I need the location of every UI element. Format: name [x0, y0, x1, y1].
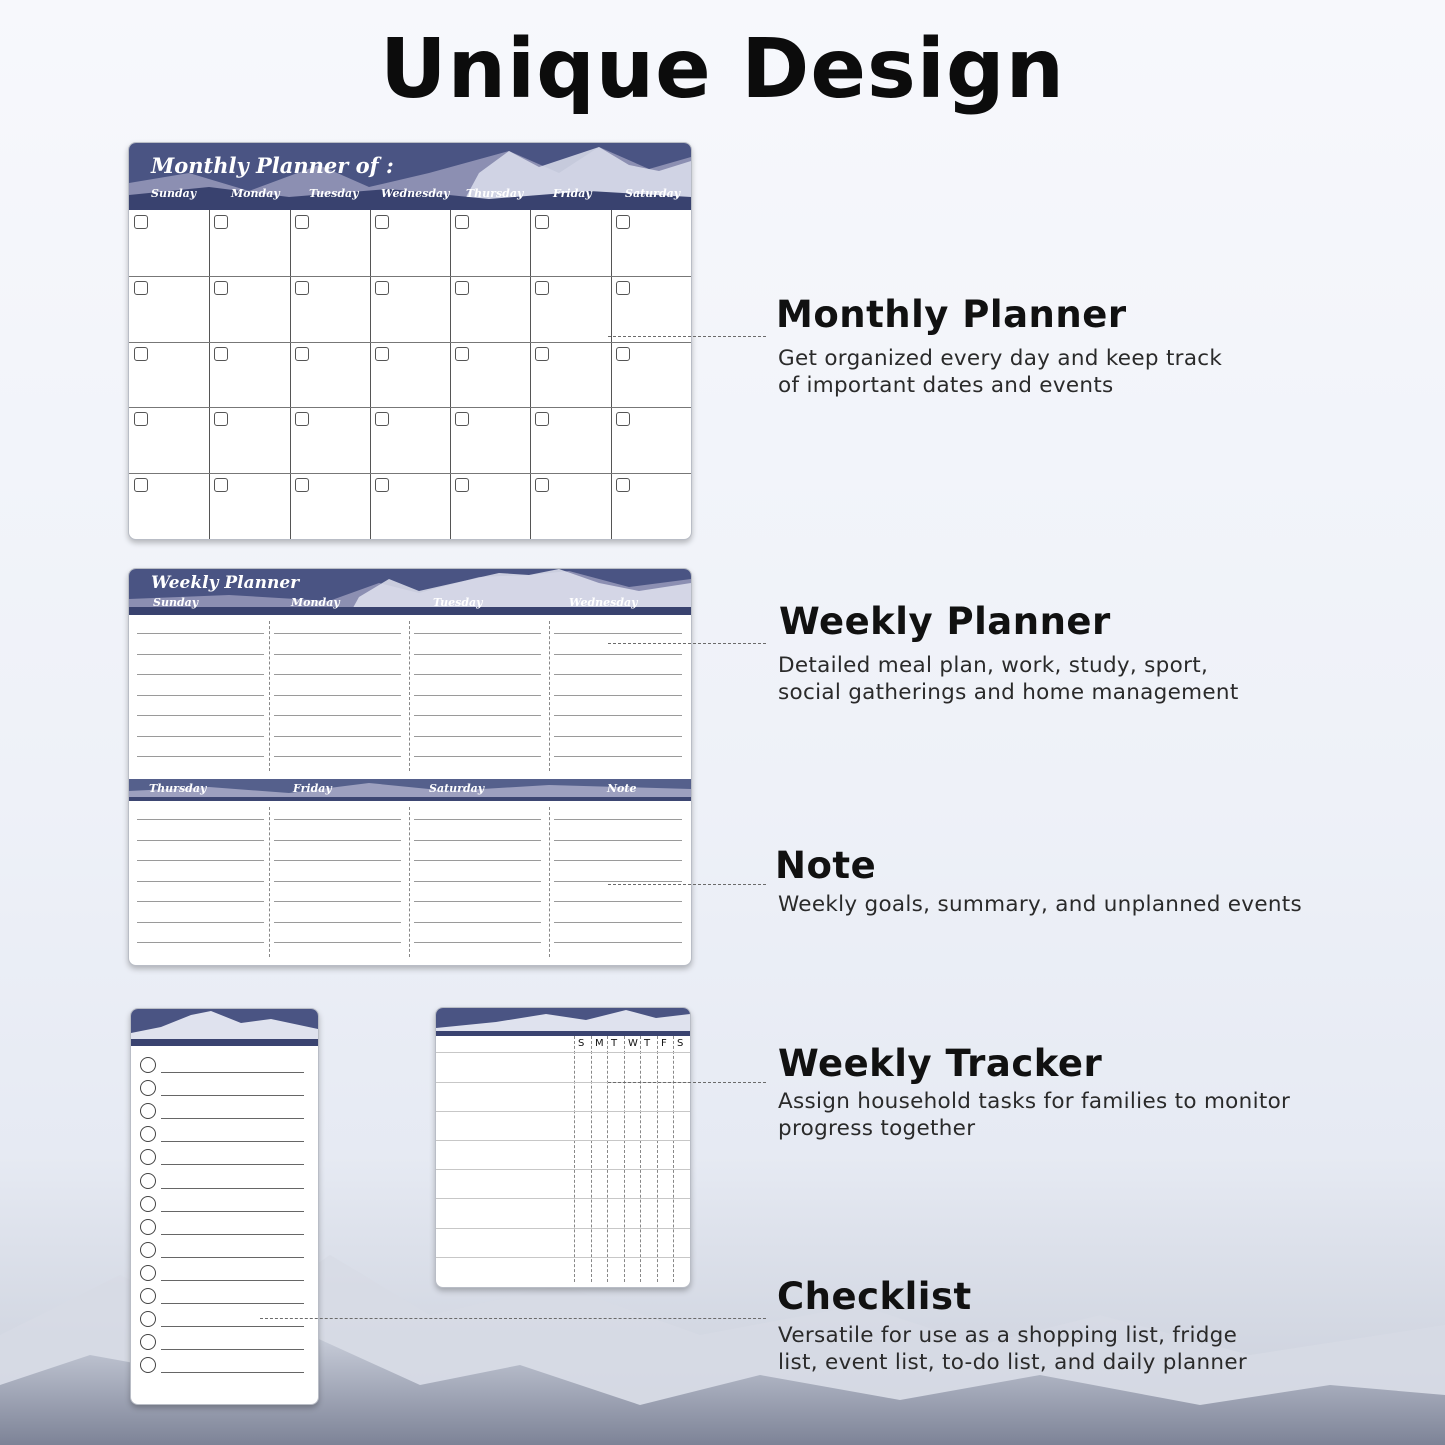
day-checkbox[interactable] [295, 478, 309, 492]
weekly-writing-line [274, 942, 401, 943]
day-checkbox[interactable] [455, 281, 469, 295]
day-checkbox[interactable] [375, 347, 389, 361]
checklist-line [161, 1118, 304, 1119]
checklist-checkbox[interactable] [140, 1288, 156, 1304]
day-checkbox[interactable] [535, 215, 549, 229]
day-checkbox[interactable] [295, 412, 309, 426]
feature-desc-monthly-2: of important dates and events [778, 373, 1114, 398]
week-day-saturday: Saturday [429, 782, 485, 795]
feature-desc-monthly-1: Get organized every day and keep track [778, 346, 1223, 371]
weekly-column-divider [409, 807, 410, 957]
grid-col-divider [611, 210, 612, 539]
grid-col-divider [530, 210, 531, 539]
tracker-column-divider [624, 1036, 625, 1282]
feature-desc-weekly-2: social gatherings and home management [778, 680, 1239, 705]
day-label-sunday: Sunday [151, 187, 197, 200]
week-day-friday: Friday [293, 782, 332, 795]
weekly-writing-line [554, 840, 682, 841]
weekly-writing-line [137, 901, 264, 902]
connector-weekly [608, 643, 766, 644]
weekly-writing-line [137, 695, 264, 696]
checklist-checkbox[interactable] [140, 1242, 156, 1258]
tracker-row-line [436, 1198, 690, 1199]
tracker-day-letter: T [611, 1038, 618, 1049]
day-checkbox[interactable] [455, 347, 469, 361]
day-checkbox[interactable] [214, 478, 228, 492]
weekly-column-divider [549, 621, 550, 771]
tracker-row-line [436, 1052, 690, 1053]
grid-row-divider [129, 276, 691, 277]
feature-title-note: Note [775, 844, 877, 887]
day-checkbox[interactable] [134, 347, 148, 361]
checklist-checkbox[interactable] [140, 1219, 156, 1235]
checklist-checkbox[interactable] [140, 1265, 156, 1281]
weekly-writing-line [414, 715, 541, 716]
week-day-sunday: Sunday [153, 596, 199, 609]
weekly-writing-line [137, 922, 264, 923]
checklist-rows [131, 1009, 318, 1404]
feature-desc-note-1: Weekly goals, summary, and unplanned events [778, 892, 1303, 917]
day-checkbox[interactable] [535, 281, 549, 295]
day-label-tuesday: Tuesday [309, 187, 359, 200]
feature-desc-weekly-1: Detailed meal plan, work, study, sport, [778, 653, 1209, 678]
feature-title-weekly: Weekly Planner [779, 600, 1111, 643]
day-checkbox[interactable] [535, 347, 549, 361]
feature-desc-checklist-2: list, event list, to-do list, and daily planner [778, 1350, 1248, 1375]
weekly-column-divider [409, 621, 410, 771]
connector-note [608, 884, 766, 885]
weekly-writing-line [274, 860, 401, 861]
weekly-writing-line [274, 633, 401, 634]
weekly-writing-line [414, 736, 541, 737]
day-checkbox[interactable] [295, 347, 309, 361]
weekly-writing-line [274, 840, 401, 841]
weekly-writing-line [137, 819, 264, 820]
monthly-planner-title: Monthly Planner of : [151, 153, 394, 178]
checklist-line [161, 1188, 304, 1189]
checklist-line [161, 1095, 304, 1096]
weekly-writing-line [414, 840, 541, 841]
feature-title-tracker: Weekly Tracker [778, 1042, 1103, 1085]
tracker-column-divider [574, 1036, 575, 1282]
day-checkbox[interactable] [455, 412, 469, 426]
tracker-day-letter: M [595, 1038, 604, 1049]
checklist-line [161, 1234, 304, 1235]
monthly-planner-board [128, 142, 692, 540]
day-checkbox[interactable] [616, 281, 630, 295]
tracker-column-divider [591, 1036, 592, 1282]
day-label-saturday: Saturday [625, 187, 681, 200]
tracker-column-divider [673, 1036, 674, 1282]
weekly-writing-line [137, 860, 264, 861]
grid-col-divider [209, 210, 210, 539]
connector-monthly [608, 336, 766, 337]
weekly-writing-line [274, 922, 401, 923]
day-checkbox[interactable] [616, 347, 630, 361]
checklist-line [161, 1326, 304, 1327]
feature-desc-tracker-2: progress together [778, 1116, 976, 1141]
checklist-line [161, 1141, 304, 1142]
monthly-planner-banner [129, 143, 691, 210]
feature-desc-checklist-1: Versatile for use as a shopping list, fridge [778, 1323, 1238, 1348]
weekly-writing-line [137, 674, 264, 675]
checklist-line [161, 1303, 304, 1304]
day-checkbox[interactable] [455, 215, 469, 229]
day-label-wednesday: Wednesday [381, 187, 450, 200]
weekly-writing-line [414, 756, 541, 757]
grid-row-divider [129, 473, 691, 474]
weekly-writing-line [554, 942, 682, 943]
grid-col-divider [450, 210, 451, 539]
weekly-writing-line [274, 715, 401, 716]
weekly-writing-line [554, 881, 682, 882]
weekly-writing-line [274, 901, 401, 902]
checklist-checkbox[interactable] [140, 1103, 156, 1119]
checklist-line [161, 1072, 304, 1073]
day-checkbox[interactable] [214, 215, 228, 229]
day-checkbox[interactable] [134, 281, 148, 295]
day-checkbox[interactable] [535, 478, 549, 492]
weekly-writing-line [554, 922, 682, 923]
weekly-writing-line [137, 840, 264, 841]
weekly-writing-line [554, 819, 682, 820]
tracker-day-letter: W [628, 1038, 638, 1049]
day-checkbox[interactable] [535, 412, 549, 426]
checklist-line [161, 1211, 304, 1212]
week-day-monday: Monday [291, 596, 340, 609]
weekly-writing-line [554, 736, 682, 737]
checklist-board [130, 1008, 319, 1405]
tracker-row-line [436, 1169, 690, 1170]
week-day-thursday: Thursday [149, 782, 207, 795]
day-checkbox[interactable] [134, 478, 148, 492]
day-label-thursday: Thursday [466, 187, 524, 200]
weekly-writing-line [137, 881, 264, 882]
connector-checklist [260, 1318, 766, 1319]
day-label-friday: Friday [553, 187, 592, 200]
monthly-grid [129, 210, 691, 539]
weekly-writing-line [414, 901, 541, 902]
tracker-row-line [436, 1228, 690, 1229]
weekly-writing-line [274, 736, 401, 737]
page-title: Unique Design [380, 22, 1065, 117]
week-day-wednesday: Wednesday [569, 596, 638, 609]
grid-col-divider [370, 210, 371, 539]
grid-row-divider [129, 342, 691, 343]
checklist-line [161, 1257, 304, 1258]
connector-tracker [608, 1082, 766, 1083]
day-checkbox[interactable] [214, 412, 228, 426]
tracker-column-divider [657, 1036, 658, 1282]
tracker-row-line [436, 1257, 690, 1258]
day-checkbox[interactable] [134, 215, 148, 229]
weekly-writing-line [554, 654, 682, 655]
checklist-line [161, 1164, 304, 1165]
weekly-writing-line [274, 654, 401, 655]
checklist-checkbox[interactable] [140, 1080, 156, 1096]
grid-col-divider [290, 210, 291, 539]
tracker-day-letter: S [677, 1038, 684, 1049]
weekly-writing-line [414, 922, 541, 923]
day-checkbox[interactable] [134, 412, 148, 426]
weekly-writing-line [414, 942, 541, 943]
day-label-monday: Monday [231, 187, 280, 200]
weekly-writing-line [554, 633, 682, 634]
weekly-writing-line [414, 654, 541, 655]
day-checkbox[interactable] [616, 215, 630, 229]
weekly-writing-line [554, 695, 682, 696]
tracker-column-divider [640, 1036, 641, 1282]
day-checkbox[interactable] [616, 478, 630, 492]
weekly-writing-line [414, 860, 541, 861]
feature-desc-tracker-1: Assign household tasks for families to monitor [778, 1089, 1291, 1114]
checklist-line [161, 1280, 304, 1281]
weekly-writing-line [274, 674, 401, 675]
weekly-writing-line [554, 756, 682, 757]
tracker-grid [436, 1008, 690, 1287]
day-checkbox[interactable] [214, 347, 228, 361]
week-day-tuesday: Tuesday [433, 596, 483, 609]
weekly-tracker-board [435, 1007, 691, 1288]
feature-title-monthly: Monthly Planner [776, 293, 1127, 336]
weekly-lines [129, 569, 691, 965]
day-checkbox[interactable] [295, 281, 309, 295]
tracker-day-letter: F [661, 1038, 667, 1049]
checklist-checkbox[interactable] [140, 1057, 156, 1073]
weekly-planner-title: Weekly Planner [151, 573, 300, 593]
day-checkbox[interactable] [455, 478, 469, 492]
weekly-writing-line [137, 633, 264, 634]
weekly-column-divider [269, 621, 270, 771]
grid-row-divider [129, 407, 691, 408]
weekly-writing-line [137, 654, 264, 655]
checklist-line [161, 1372, 304, 1373]
week-note-label: Note [607, 782, 637, 795]
checklist-checkbox[interactable] [140, 1357, 156, 1373]
checklist-checkbox[interactable] [140, 1126, 156, 1142]
weekly-writing-line [414, 881, 541, 882]
feature-title-checklist: Checklist [777, 1275, 972, 1318]
weekly-planner-board [128, 568, 692, 966]
weekly-writing-line [274, 756, 401, 757]
checklist-line [161, 1349, 304, 1350]
checklist-checkbox[interactable] [140, 1196, 156, 1212]
tracker-row-line [436, 1111, 690, 1112]
weekly-writing-line [137, 715, 264, 716]
day-checkbox[interactable] [616, 412, 630, 426]
checklist-checkbox[interactable] [140, 1173, 156, 1189]
day-checkbox[interactable] [375, 478, 389, 492]
weekly-writing-line [274, 819, 401, 820]
weekly-writing-line [137, 736, 264, 737]
weekly-writing-line [554, 860, 682, 861]
weekly-writing-line [414, 819, 541, 820]
weekly-writing-line [274, 881, 401, 882]
weekly-writing-line [274, 695, 401, 696]
weekly-writing-line [414, 633, 541, 634]
checklist-checkbox[interactable] [140, 1149, 156, 1165]
weekly-writing-line [554, 715, 682, 716]
tracker-day-letter: T [644, 1038, 651, 1049]
weekly-writing-line [554, 674, 682, 675]
day-checkbox[interactable] [295, 215, 309, 229]
day-checkbox[interactable] [375, 281, 389, 295]
tracker-row-line [436, 1140, 690, 1141]
tracker-day-letter: S [578, 1038, 585, 1049]
tracker-column-divider [690, 1036, 691, 1282]
weekly-writing-line [554, 901, 682, 902]
weekly-column-divider [269, 807, 270, 957]
day-checkbox[interactable] [214, 281, 228, 295]
checklist-checkbox[interactable] [140, 1311, 156, 1327]
weekly-column-divider [549, 807, 550, 957]
weekly-writing-line [137, 756, 264, 757]
weekly-writing-line [414, 674, 541, 675]
weekly-writing-line [414, 695, 541, 696]
day-checkbox[interactable] [375, 412, 389, 426]
day-checkbox[interactable] [375, 215, 389, 229]
weekly-writing-line [137, 942, 264, 943]
checklist-checkbox[interactable] [140, 1334, 156, 1350]
tracker-column-divider [607, 1036, 608, 1282]
